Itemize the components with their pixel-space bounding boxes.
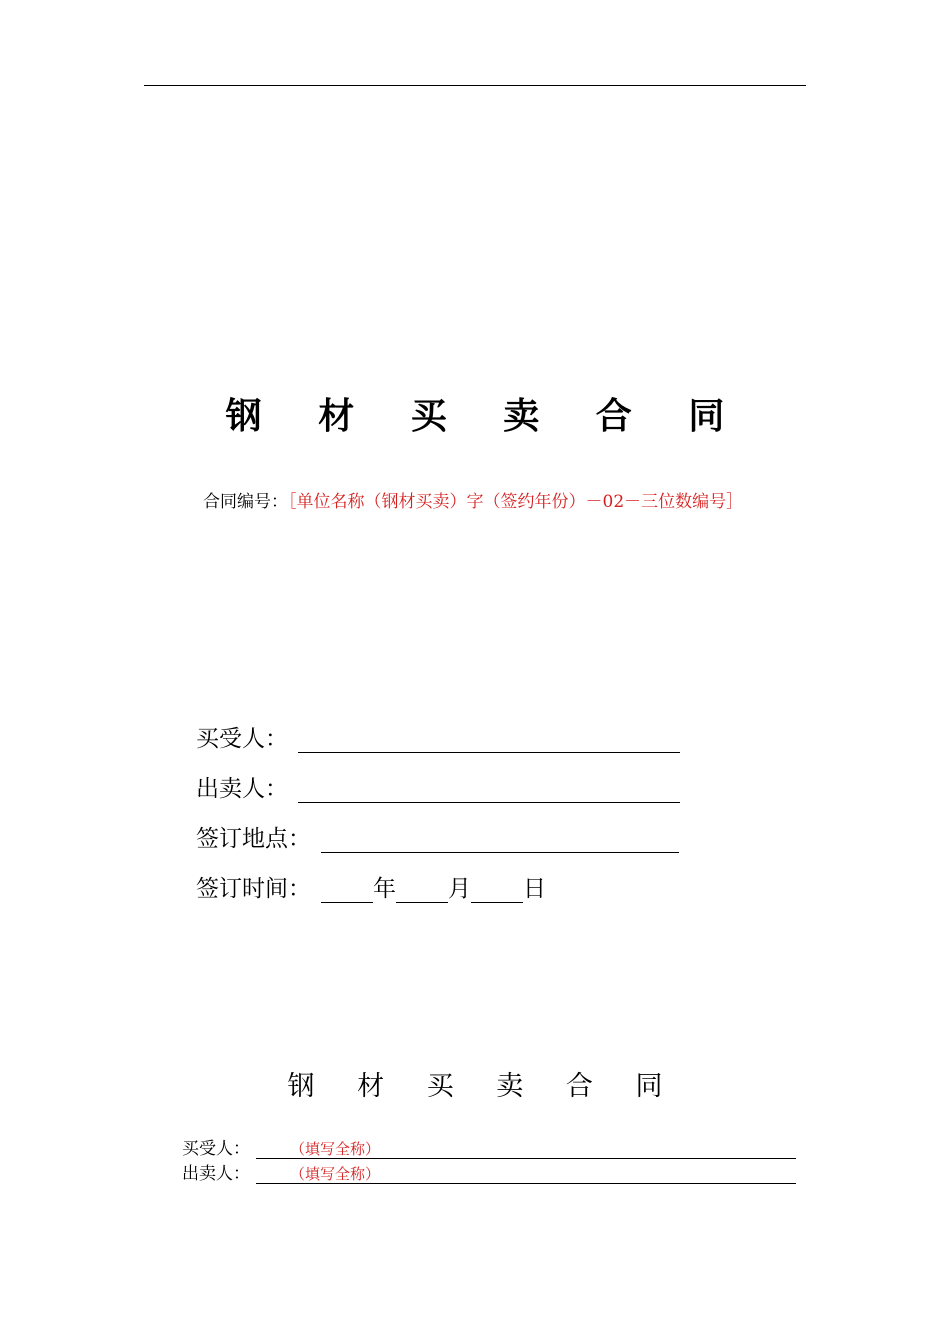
day-input-line[interactable] [471, 880, 523, 903]
body-title: 钢 材 买 卖 合 同 [287, 1071, 680, 1102]
seller-field [196, 770, 680, 803]
year-label: 年 [373, 876, 396, 902]
body-seller-field [182, 1159, 796, 1184]
contract-number-value: ［单位名称（钢材买卖）字（签约年份）－02－三位数编号］ [288, 492, 744, 512]
place-field [196, 820, 679, 853]
body-buyer-input[interactable]: （填写全称） [256, 1139, 796, 1159]
time-label: 签订时间： [196, 876, 311, 902]
time-field [196, 870, 546, 903]
day-label: 日 [523, 876, 546, 902]
body-buyer-field [182, 1134, 796, 1159]
month-label: 月 [448, 876, 471, 902]
body-buyer-label: 买受人： [182, 1139, 250, 1159]
buyer-field [196, 720, 680, 753]
cover-title: 钢 材 买 卖 合 同 [225, 396, 747, 437]
place-input-line[interactable] [321, 830, 679, 853]
header-rule [144, 85, 806, 86]
body-seller-label: 出卖人： [182, 1164, 250, 1184]
year-input-line[interactable] [321, 880, 373, 903]
seller-input-line[interactable] [298, 780, 680, 803]
contract-number-label: 合同编号： [203, 492, 288, 512]
body-seller-input[interactable]: （填写全称） [256, 1164, 796, 1184]
month-input-line[interactable] [396, 880, 448, 903]
seller-label: 出卖人： [196, 776, 288, 802]
place-label: 签订地点： [196, 826, 311, 852]
buyer-label: 买受人： [196, 726, 288, 752]
buyer-input-line[interactable] [298, 730, 680, 753]
contract-number [203, 487, 743, 512]
